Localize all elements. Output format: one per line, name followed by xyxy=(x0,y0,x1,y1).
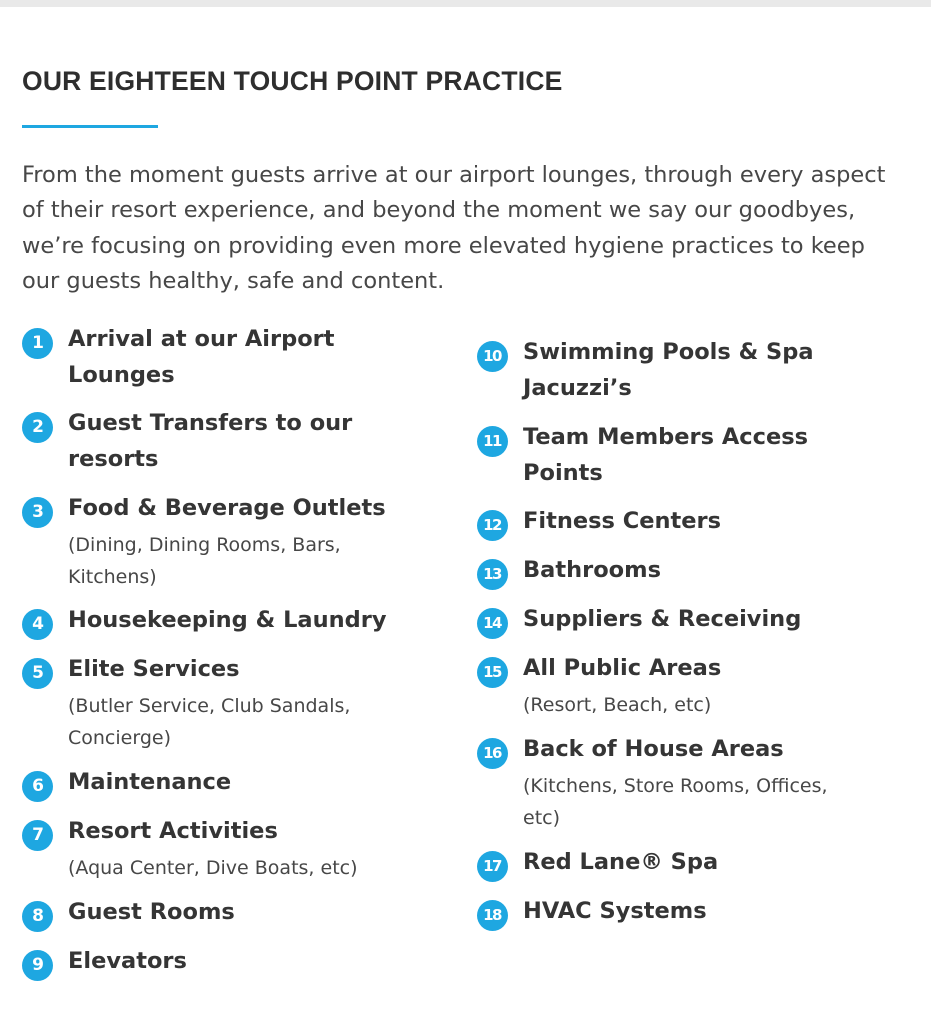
touch-point-title-line: Fitness Centers xyxy=(523,508,722,534)
touch-point-title xyxy=(68,765,231,801)
number-badge: 12 xyxy=(477,510,508,541)
touch-point-title-line: Swimming Pools & Spa xyxy=(523,339,814,365)
touch-point-subtitle-line: (Butler Service, Club Sandals, xyxy=(68,694,351,717)
touch-point-title xyxy=(523,845,718,881)
touch-point-subtitle xyxy=(68,852,358,884)
intro-line: we’re focusing on providing even more elevated hygiene practices to keep xyxy=(22,232,865,259)
intro-line: From the moment guests arrive at our airport lounges, through every aspect xyxy=(22,162,886,188)
number-badge: 15 xyxy=(477,657,508,688)
touch-point-title xyxy=(523,504,721,540)
intro-paragraph xyxy=(22,158,912,299)
touch-point-title-line: Lounges xyxy=(68,361,175,388)
touch-point-title xyxy=(523,602,801,638)
touch-point-title-line: Bathrooms xyxy=(523,557,661,583)
touch-point-title xyxy=(68,406,352,477)
touch-point-subtitle xyxy=(68,529,341,593)
touch-point-subtitle xyxy=(68,690,350,754)
touch-point-subtitle-line: (Aqua Center, Dive Boats, etc) xyxy=(68,856,358,879)
touch-point-title-line: Guest Rooms xyxy=(68,899,235,925)
touch-point-subtitle-line: (Resort, Beach, etc) xyxy=(523,693,712,716)
touch-point-title-line: Housekeeping & Laundry xyxy=(68,607,387,633)
number-badge: 8 xyxy=(22,901,53,932)
touch-point-title-line: Arrival at our Airport xyxy=(68,326,335,352)
touch-point-title xyxy=(523,651,721,687)
number-badge: 14 xyxy=(477,608,508,639)
touch-point-title xyxy=(68,491,386,527)
touch-point-title-line: Team Members Access xyxy=(523,424,808,450)
touch-point-title-line: All Public Areas xyxy=(523,655,722,681)
number-badge: 11 xyxy=(477,426,508,457)
touch-point-title xyxy=(68,322,335,393)
touch-point-title-line: Red Lane® Spa xyxy=(523,849,719,875)
touch-point-subtitle xyxy=(523,689,711,721)
touch-point-title xyxy=(523,553,661,589)
touch-point-title xyxy=(68,814,278,850)
touch-point-title xyxy=(523,894,707,930)
touch-point-title-line: Food & Beverage Outlets xyxy=(68,495,386,521)
touch-point-subtitle-line: etc) xyxy=(523,806,560,829)
touch-point-title xyxy=(523,732,784,768)
number-badge: 18 xyxy=(477,900,508,931)
touch-point-title xyxy=(523,335,814,406)
touch-point-title xyxy=(68,603,387,639)
number-badge: 7 xyxy=(22,820,53,851)
number-badge: 2 xyxy=(22,412,53,443)
number-badge: 5 xyxy=(22,658,53,689)
touch-point-subtitle xyxy=(523,770,828,834)
touch-point-title xyxy=(68,944,187,980)
touch-point-title-line: Points xyxy=(523,459,603,486)
touch-point-title-line: Maintenance xyxy=(68,769,232,795)
touch-point-title-line: Elevators xyxy=(68,948,187,974)
touch-point-title-line: Elite Services xyxy=(68,656,240,682)
number-badge: 13 xyxy=(477,559,508,590)
touch-point-title xyxy=(68,652,240,688)
number-badge: 3 xyxy=(22,497,53,528)
number-badge: 17 xyxy=(477,851,508,882)
number-badge: 16 xyxy=(477,738,508,769)
top-divider-bar xyxy=(0,0,931,7)
touch-point-title xyxy=(68,895,235,931)
touch-point-subtitle-line: (Dining, Dining Rooms, Bars, xyxy=(68,533,341,556)
number-badge: 9 xyxy=(22,950,53,981)
touch-point-subtitle-line: Concierge) xyxy=(68,726,171,749)
number-badge: 6 xyxy=(22,771,53,802)
touch-point-title-line: HVAC Systems xyxy=(523,898,707,924)
touch-point-title xyxy=(523,420,808,491)
number-badge: 4 xyxy=(22,609,53,640)
touch-point-title-line: Suppliers & Receiving xyxy=(523,606,802,632)
intro-line: of their resort experience, and beyond the moment we say our goodbyes, xyxy=(22,197,856,224)
touch-point-title-line: Back of House Areas xyxy=(523,736,784,762)
intro-line: our guests healthy, safe and content. xyxy=(22,267,445,294)
touch-point-title-line: Resort Activities xyxy=(68,818,278,844)
heading-underline xyxy=(22,125,158,128)
touch-point-title-line: Guest Transfers to our xyxy=(68,410,353,436)
touch-point-subtitle-line: (Kitchens, Store Rooms, Offices, xyxy=(523,774,828,797)
touch-point-title-line: resorts xyxy=(68,445,159,472)
number-badge: 10 xyxy=(477,341,508,372)
touch-point-title-line: Jacuzzi’s xyxy=(523,374,632,401)
page-heading: OUR EIGHTEEN TOUCH POINT PRACTICE xyxy=(22,66,563,96)
number-badge: 1 xyxy=(22,328,53,359)
touch-point-subtitle-line: Kitchens) xyxy=(68,565,157,588)
